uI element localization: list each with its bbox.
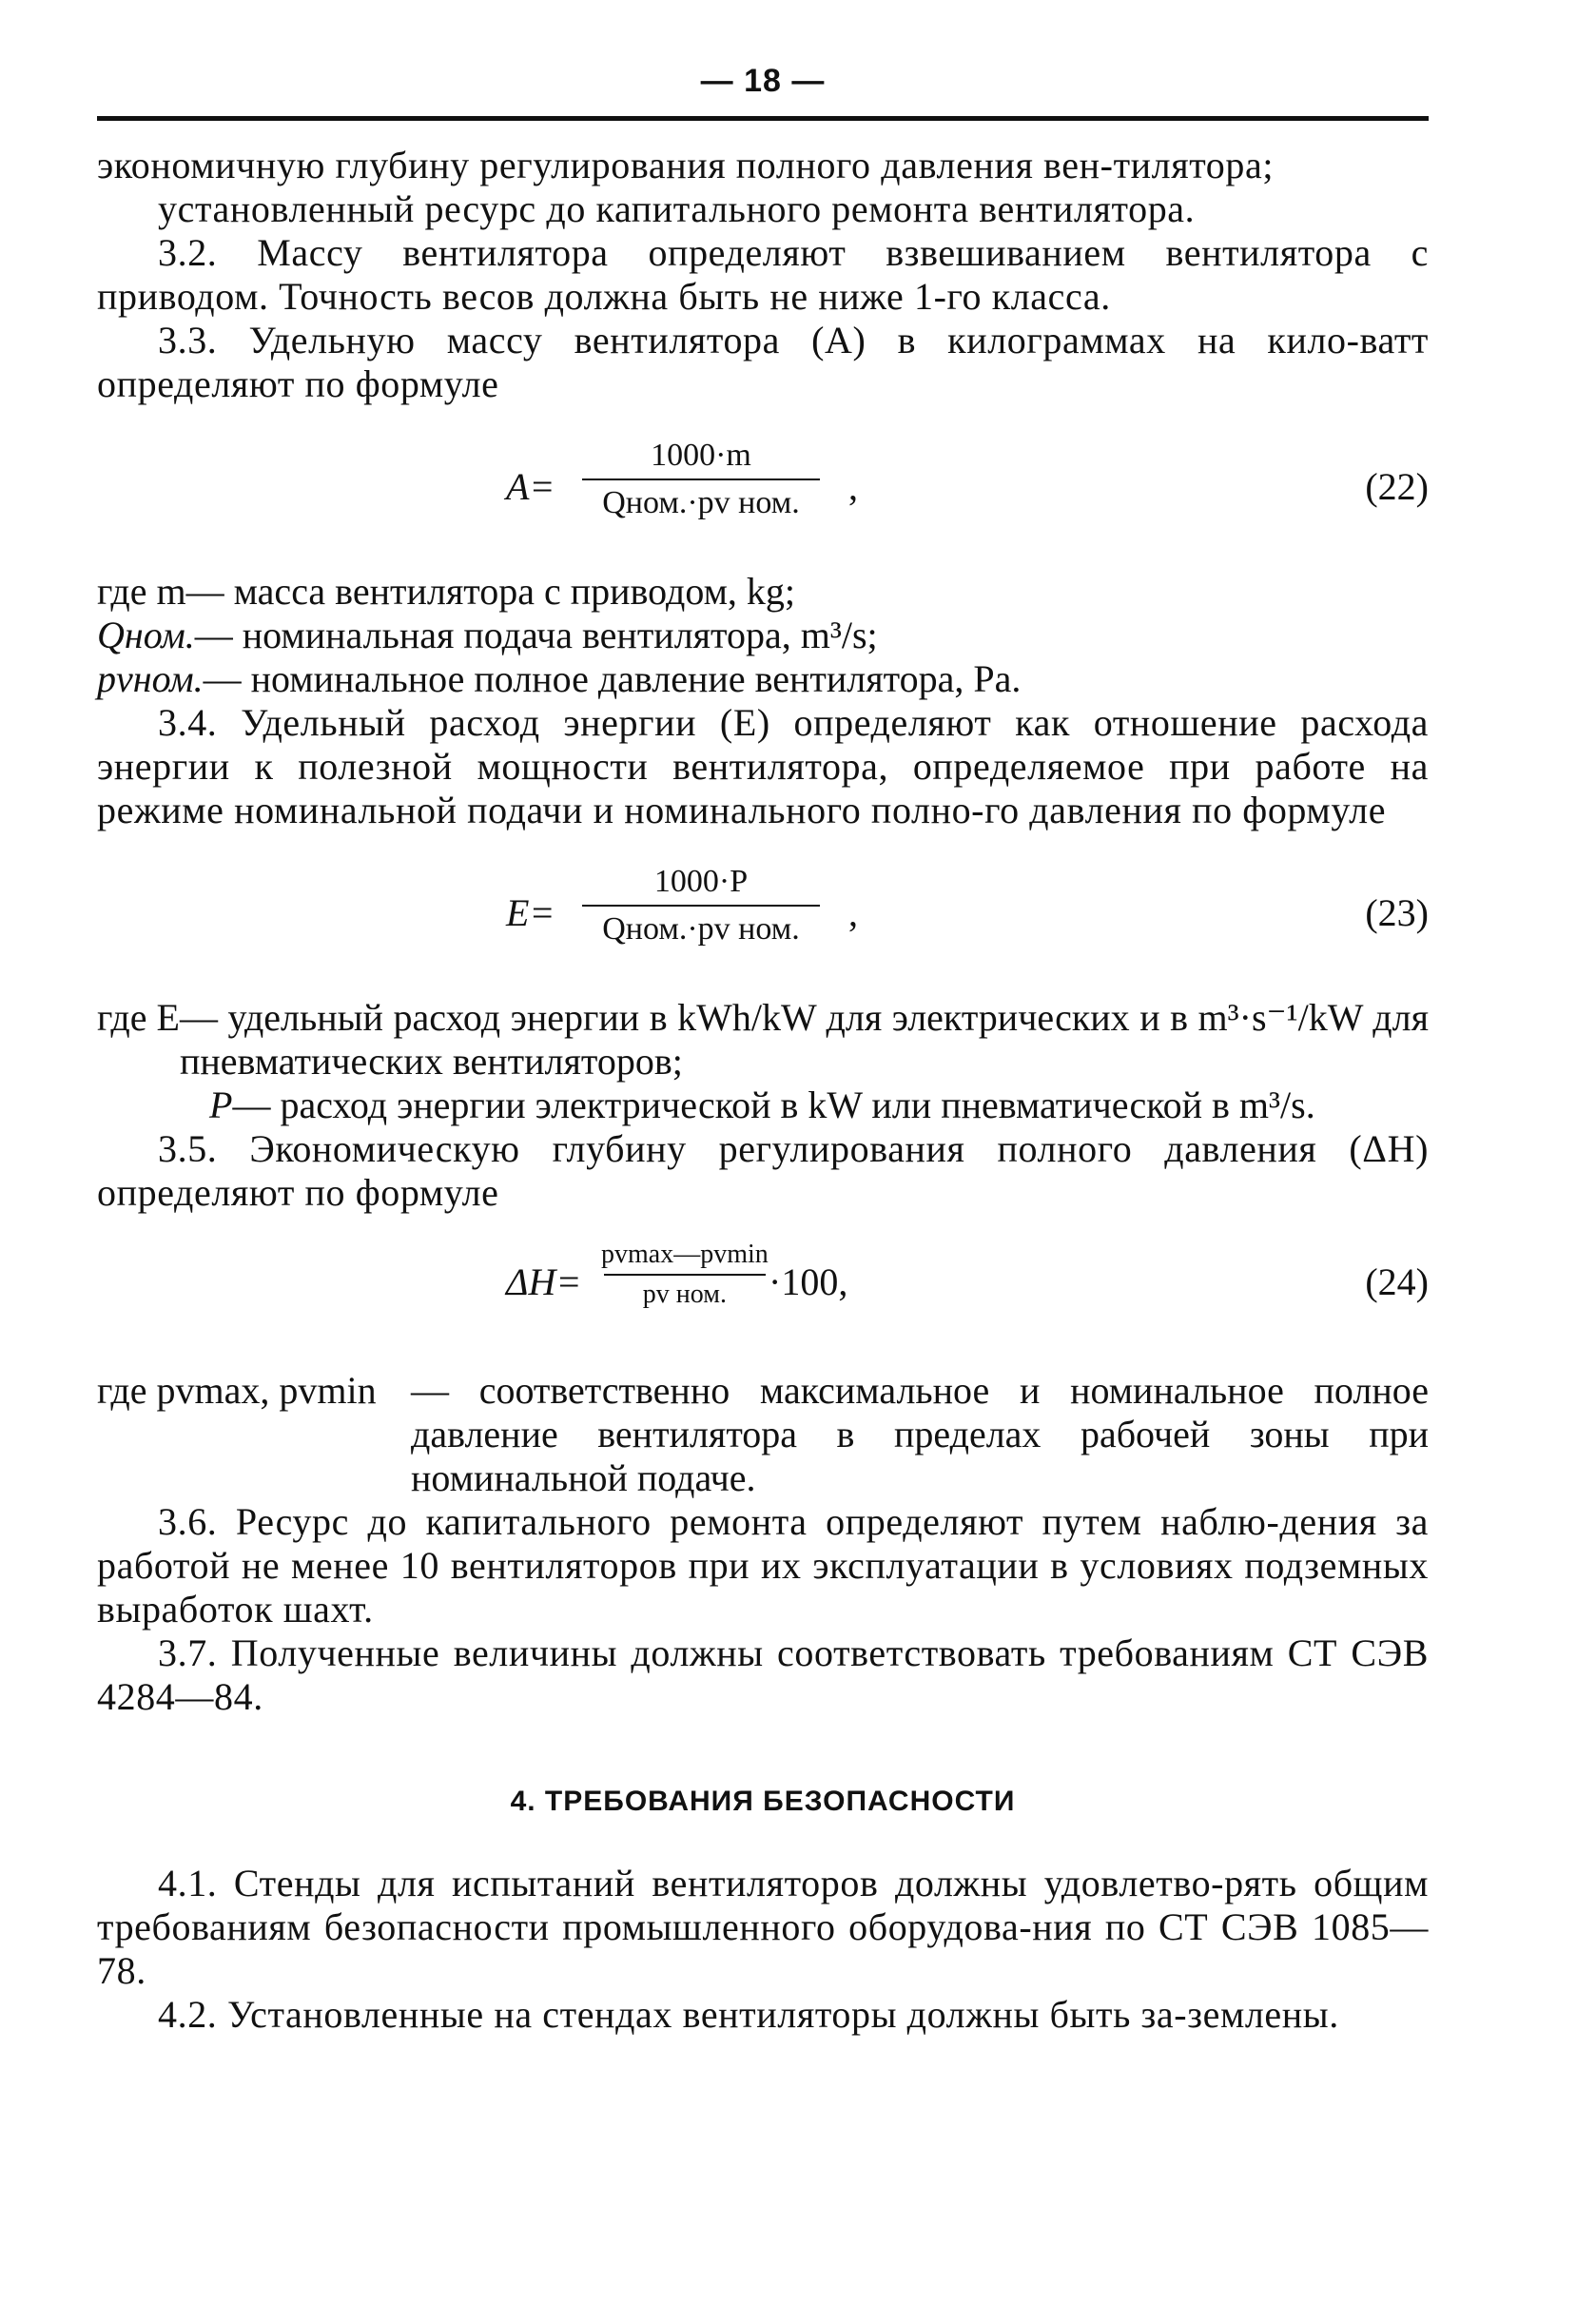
formula-24-denominator: pv ном. [642, 1279, 727, 1309]
where-24-line [97, 1369, 1429, 1500]
formula-22-comma: , [848, 465, 858, 508]
where-block-23 [97, 996, 1429, 1127]
formula-23-numerator: 1000·P [653, 864, 749, 899]
formula-22-numerator: 1000·m [651, 438, 751, 473]
where-24-desc: — соответственно максимальное и номинальное полное давление вентилятора в пределах рабочей зоны при номинальной подаче. [411, 1369, 1429, 1499]
where-22-desc-2: — номинальная подача вентилятора, m³/s; [194, 614, 878, 656]
where-22-line-1 [97, 570, 1429, 614]
where-23-term-1: где E [97, 996, 180, 1039]
where-block-22 [97, 570, 1429, 701]
intro-paragraph-2: установленный ресурс до капитального ремонта вентилятора. [158, 187, 1196, 230]
where-22-term-2: Qном. [97, 614, 195, 656]
formula-23-lhs: E= [506, 891, 555, 934]
paragraph-3-6: 3.6. Ресурс до капитального ремонта определяют путем наблю-дения за работой не менее 10 вентиляторов при их эксплуатации в условиях подземных выработок шахт. [97, 1500, 1429, 1631]
where-22-term-3: pvном. [97, 657, 204, 700]
paragraph-3-7: 3.7. Полученные величины должны соответствовать требованиям СТ СЭВ 4284—84. [97, 1631, 1429, 1718]
where-22-desc-3: — номинальное полное давление вентилятора, Pa. [203, 657, 1022, 700]
section-4-heading: 4. ТРЕБОВАНИЯ БЕЗОПАСНОСТИ [510, 1786, 1016, 1817]
intro-paragraph-1: экономичную глубину регулирования полного давления вен-тилятора; [97, 144, 1275, 186]
where-22-line-3 [97, 657, 1429, 701]
paragraph-4-1: 4.1. Стенды для испытаний вентиляторов должны удовлетво-рять общим требованиям безопасности промышленного оборудова-ния по СТ СЭВ 1085—78. [97, 1862, 1429, 1992]
where-23-desc-2: — расход энергии электрической в kW или пневматической в m³/s. [232, 1084, 1315, 1126]
formula-23-comma: , [848, 891, 858, 934]
formula-23-fraction [582, 863, 820, 948]
formula-24 [97, 1240, 1429, 1344]
where-23-line-1 [97, 996, 1429, 1084]
formula-24-number: (24) [1365, 1260, 1429, 1303]
formula-22 [97, 431, 1429, 545]
formula-22-lhs: A= [506, 465, 555, 508]
header-rule [97, 116, 1429, 121]
formula-22-denominator: Qном.·pv ном. [602, 485, 800, 520]
where-24-term: где pvmax, pvmin [97, 1369, 377, 1412]
formula-22-number: (22) [1365, 465, 1429, 508]
formula-24-tail: ·100, [769, 1260, 848, 1303]
where-23-desc-1: — удельный расход энергии в kWh/kW для электрических и в m³·s⁻¹/kW для пневматических вентиляторов; [179, 996, 1429, 1083]
where-23-line-2 [97, 1084, 1429, 1127]
formula-22-fraction [582, 437, 820, 522]
paragraph-3-5: 3.5. Экономическую глубину регулирования полного давления (ΔH) определяют по формуле [97, 1127, 1429, 1214]
fraction-bar [604, 1274, 766, 1276]
formula-23-denominator: Qном.·pv ном. [602, 911, 800, 947]
paragraph-3-2: 3.2. Массу вентилятора определяют взвешиванием вентилятора с приводом. Точность весов должна быть не ниже 1-го класса. [97, 231, 1429, 318]
formula-24-numerator: pvmax—pvmin [601, 1240, 769, 1269]
paragraph-4-2: 4.2. Установленные на стендах вентиляторы должны быть за-землены. [158, 1993, 1339, 2036]
where-23-term-2: P [209, 1084, 233, 1126]
document-page [97, 57, 1429, 2037]
where-block-24 [97, 1369, 1429, 1500]
fraction-bar [582, 478, 820, 480]
formula-24-lhs: ΔH= [506, 1260, 582, 1303]
where-22-desc-1: — масса вентилятора с приводом, kg; [185, 570, 795, 613]
where-22-term-1: где m [97, 570, 186, 613]
where-22-line-2 [97, 614, 1429, 657]
paragraph-3-3: 3.3. Удельную массу вентилятора (A) в килограммах на кило-ватт определяют по формуле [97, 319, 1429, 405]
formula-24-fraction [601, 1240, 769, 1310]
formula-23 [97, 857, 1429, 971]
paragraph-3-4: 3.4. Удельный расход энергии (E) определяют как отношение расхода энергии к полезной мощности вентилятора, определяемое при работе на режиме номинальной подачи и номинального полно-го давления по формуле [97, 701, 1429, 831]
page-number: — 18 — [700, 63, 826, 99]
fraction-bar [582, 905, 820, 907]
formula-23-number: (23) [1365, 891, 1429, 934]
